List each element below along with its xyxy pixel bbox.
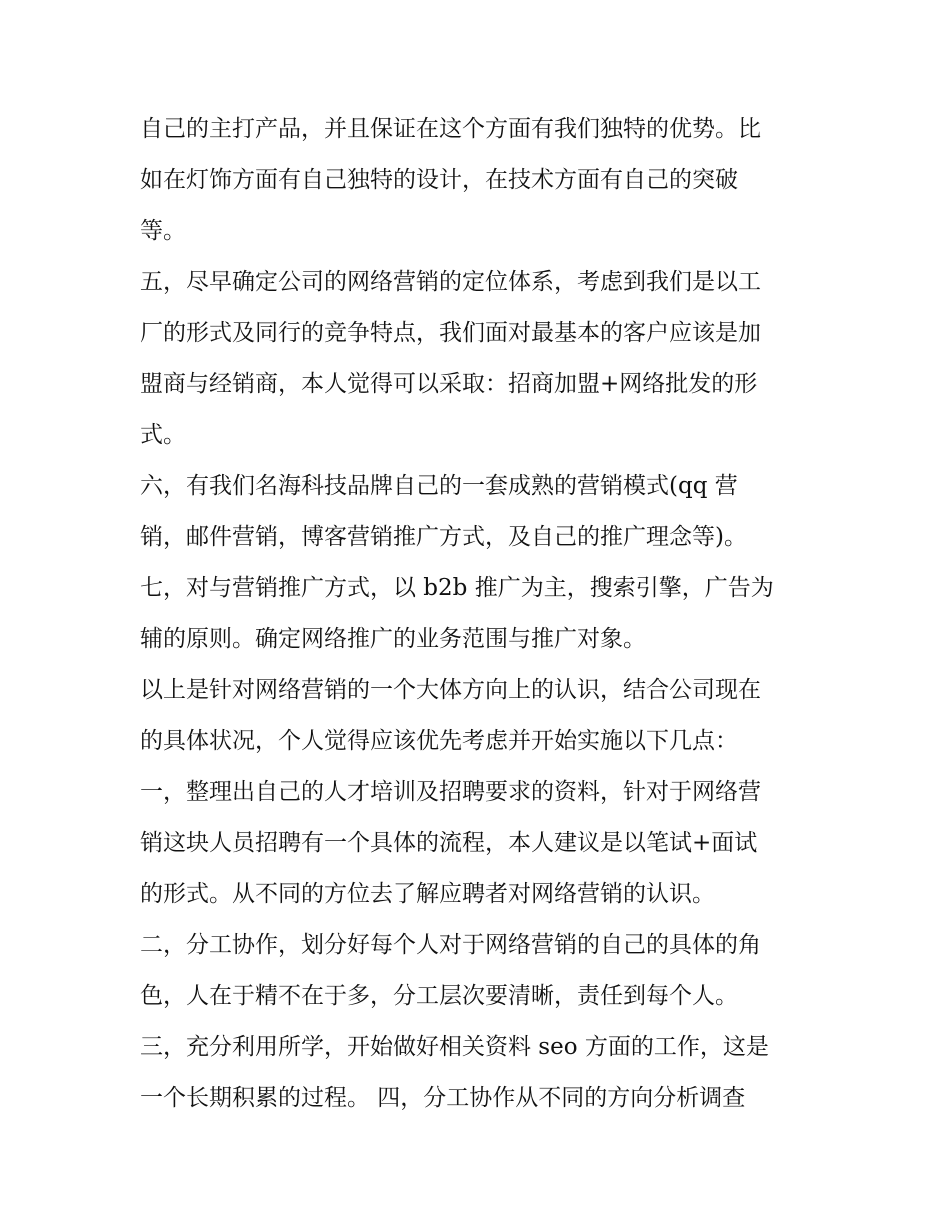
text-line: 六，有我们名海科技品牌自己的一套成熟的营销模式(qq 营 (140, 473, 738, 499)
document-body (140, 104, 820, 1124)
text-line: 以上是针对网络营销的一个大体方向上的认识，结合公司现在 (140, 677, 761, 703)
text-line: 式。 (140, 422, 186, 448)
text-line: 自己的主打产品，并且保证在这个方面有我们独特的优势。比 (140, 116, 761, 142)
text-line: 辅的原则。确定网络推广的业务范围与推广对象。 (140, 626, 646, 652)
text-line: 的形式。从不同的方位去了解应聘者对网络营销的认识。 (140, 881, 715, 907)
text-line: 的具体状况，个人觉得应该优先考虑并开始实施以下几点： (140, 728, 738, 754)
text-line: 二，分工协作，划分好每个人对于网络营销的自己的具体的角 (140, 932, 761, 958)
text-line: 七，对与营销推广方式，以 b2b 推广为主，搜索引擎，广告为 (140, 575, 774, 601)
text-line: 厂的形式及同行的竞争特点，我们面对最基本的客户应该是加 (140, 320, 761, 346)
text-line: 五，尽早确定公司的网络营销的定位体系，考虑到我们是以工 (140, 269, 761, 295)
text-line: 如在灯饰方面有自己独特的设计，在技术方面有自己的突破 (140, 167, 738, 193)
text-line: 盟商与经销商，本人觉得可以采取：招商加盟+网络批发的形 (140, 371, 758, 397)
text-line: 销这块人员招聘有一个具体的流程，本人建议是以笔试+面试 (140, 830, 758, 856)
text-line: 三，充分利用所学，开始做好相关资料 seo 方面的工作，这是 (140, 1034, 769, 1060)
text-line: 一个长期积累的过程。 四，分工协作从不同的方向分析调查 (140, 1085, 746, 1111)
text-line: 等。 (140, 218, 186, 244)
text-line: 一，整理出自己的人才培训及招聘要求的资料，针对于网络营 (140, 779, 761, 805)
text-line: 色，人在于精不在于多，分工层次要清晰，责任到每个人。 (140, 983, 738, 1009)
text-line: 销，邮件营销，博客营销推广方式，及自己的推广理念等)。 (140, 524, 747, 550)
